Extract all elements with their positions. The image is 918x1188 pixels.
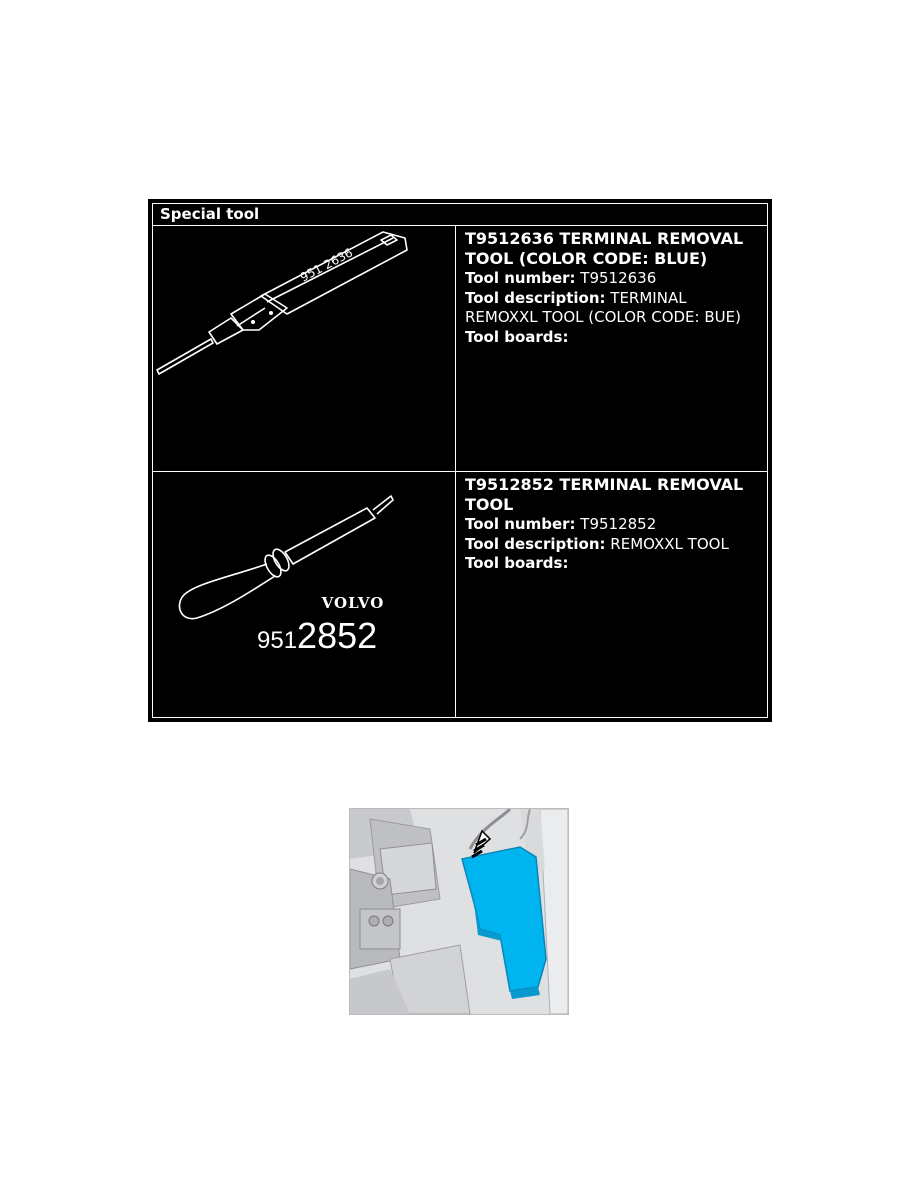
tool-title: T9512852 TERMINAL REMOVAL TOOL xyxy=(465,475,744,514)
tool-part-number-large: 2852 xyxy=(297,615,378,656)
tool-description-line xyxy=(465,289,761,328)
tool-boards-label: Tool boards: xyxy=(465,554,569,572)
tool-number-value: T9512636 xyxy=(580,269,657,287)
tool-info-cell xyxy=(456,226,767,471)
special-tool-table xyxy=(148,199,772,722)
tool-stamp-text: 951 2636 xyxy=(297,245,355,285)
tool-part-number xyxy=(257,615,377,656)
tool-description-line xyxy=(465,535,761,555)
tool-brand-text: VOLVO xyxy=(321,594,385,612)
tool-part-number-small: 951 xyxy=(257,627,298,654)
screwdriver-tool-illustration xyxy=(153,472,456,717)
engine-compartment-illustration xyxy=(350,809,568,1014)
tool-number-label: Tool number: xyxy=(465,269,576,287)
tool-boards-label: Tool boards: xyxy=(465,327,569,346)
table-frame xyxy=(152,203,768,718)
tool-number-line xyxy=(465,269,761,289)
tool-image-cell xyxy=(153,226,456,471)
terminal-removal-tool-illustration xyxy=(153,226,456,471)
tool-description-value: TERMINAL REMOXXL TOOL (COLOR CODE: BUE) xyxy=(465,288,741,326)
table-row xyxy=(153,472,767,717)
tool-image-cell xyxy=(153,472,456,717)
tool-description-label: Tool description: xyxy=(465,288,606,307)
tool-description-value: REMOXXL TOOL xyxy=(610,534,729,553)
table-header: Special tool xyxy=(153,204,767,226)
tool-number-label: Tool number: xyxy=(465,515,576,533)
tool-number-value: T9512852 xyxy=(580,515,657,533)
tool-info-cell xyxy=(456,472,767,717)
tool-number-line xyxy=(465,515,761,535)
table-row xyxy=(153,226,767,472)
tool-description-label: Tool description: xyxy=(465,534,606,553)
engine-compartment-image xyxy=(349,808,569,1015)
tool-title: T9512636 TERMINAL REMOVAL TOOL (COLOR CODE: BLUE) xyxy=(465,229,744,268)
